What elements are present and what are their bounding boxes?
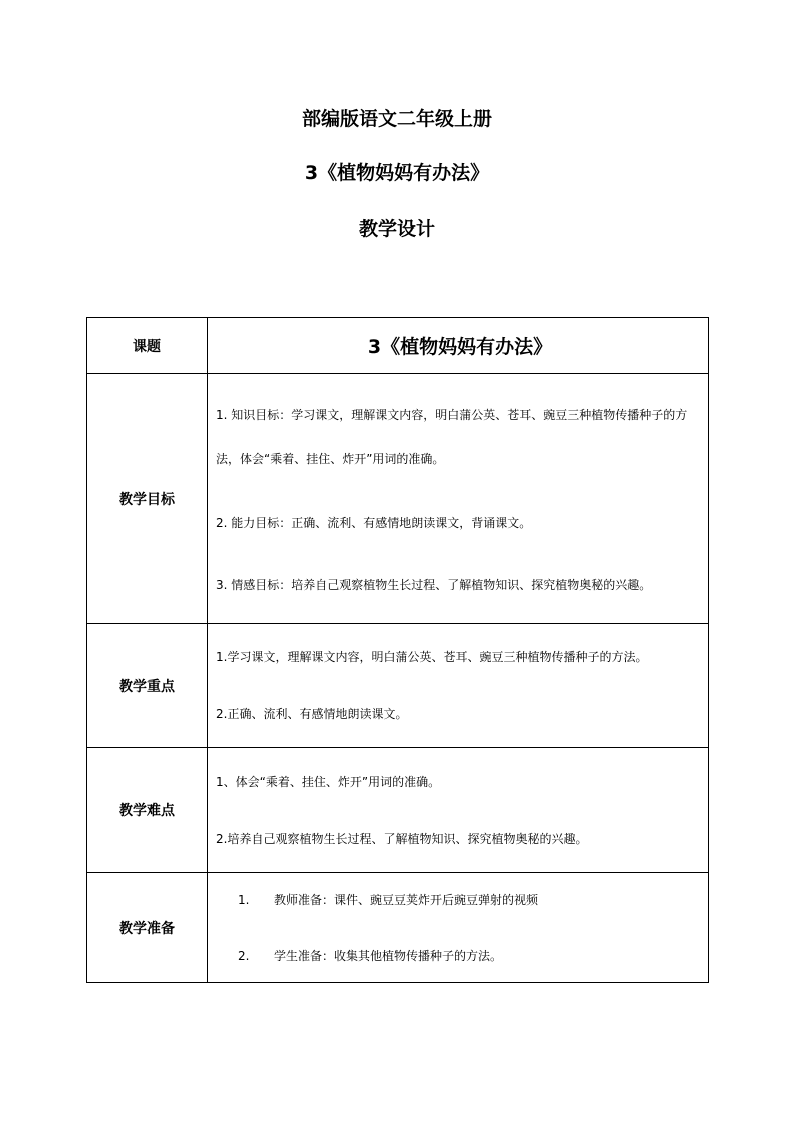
preparation-item-2 xyxy=(216,942,704,970)
preparation-number-1: 1. xyxy=(238,892,250,907)
topic-label: 课题 xyxy=(87,318,208,374)
table-row-difficulties xyxy=(87,748,709,873)
lesson-title: 3《植物妈妈有办法》 xyxy=(304,162,490,184)
table-row-objectives xyxy=(87,374,709,624)
document-subtitle: 教学设计 xyxy=(358,218,435,240)
topic-value: 3《植物妈妈有办法》 xyxy=(367,336,553,358)
preparation-item-1 xyxy=(216,886,704,914)
objective-emotion: 3. 情感目标：培养自己观察植物生长过程、了解植物知识、探究植物奥秘的兴趣。 xyxy=(216,577,652,592)
objective-knowledge: 1. 知识目标：学习课文，理解课文内容，明白蒲公英、苍耳、豌豆三种植物传播种子的方法，体会“乘着、挂住、炸开”用词的准确。 xyxy=(216,407,688,466)
preparation-text-2: 学生准备：收集其他植物传播种子的方法。 xyxy=(274,948,503,963)
key-points-label: 教学重点 xyxy=(87,624,208,748)
key-point-1: 1.学习课文，理解课文内容，明白蒲公英、苍耳、豌豆三种植物传播种子的方法。 xyxy=(216,650,648,664)
preparation-number-2: 2. xyxy=(238,948,250,963)
table-row-preparation xyxy=(87,873,709,983)
difficulty-2: 2.培养自己观察植物生长过程、了解植物知识、探究植物奥秘的兴趣。 xyxy=(216,831,588,846)
lesson-plan-table xyxy=(86,317,709,983)
difficulty-1: 1、体会“乘着、挂住、炸开”用词的准确。 xyxy=(216,774,441,789)
table-row-topic xyxy=(87,318,709,374)
preparation-label: 教学准备 xyxy=(87,873,208,983)
objectives-label: 教学目标 xyxy=(87,374,208,624)
document-title: 部编版语文二年级上册 xyxy=(301,108,492,130)
objective-ability: 2. 能力目标：正确、流利、有感情地朗读课文，背诵课文。 xyxy=(216,515,532,530)
table-row-key-points xyxy=(87,624,709,748)
preparation-text-1: 教师准备：课件、豌豆豆荚炸开后豌豆弹射的视频 xyxy=(274,892,539,907)
difficulties-label: 教学难点 xyxy=(87,748,208,873)
key-point-2: 2.正确、流利、有感情地朗读课文。 xyxy=(216,707,408,721)
